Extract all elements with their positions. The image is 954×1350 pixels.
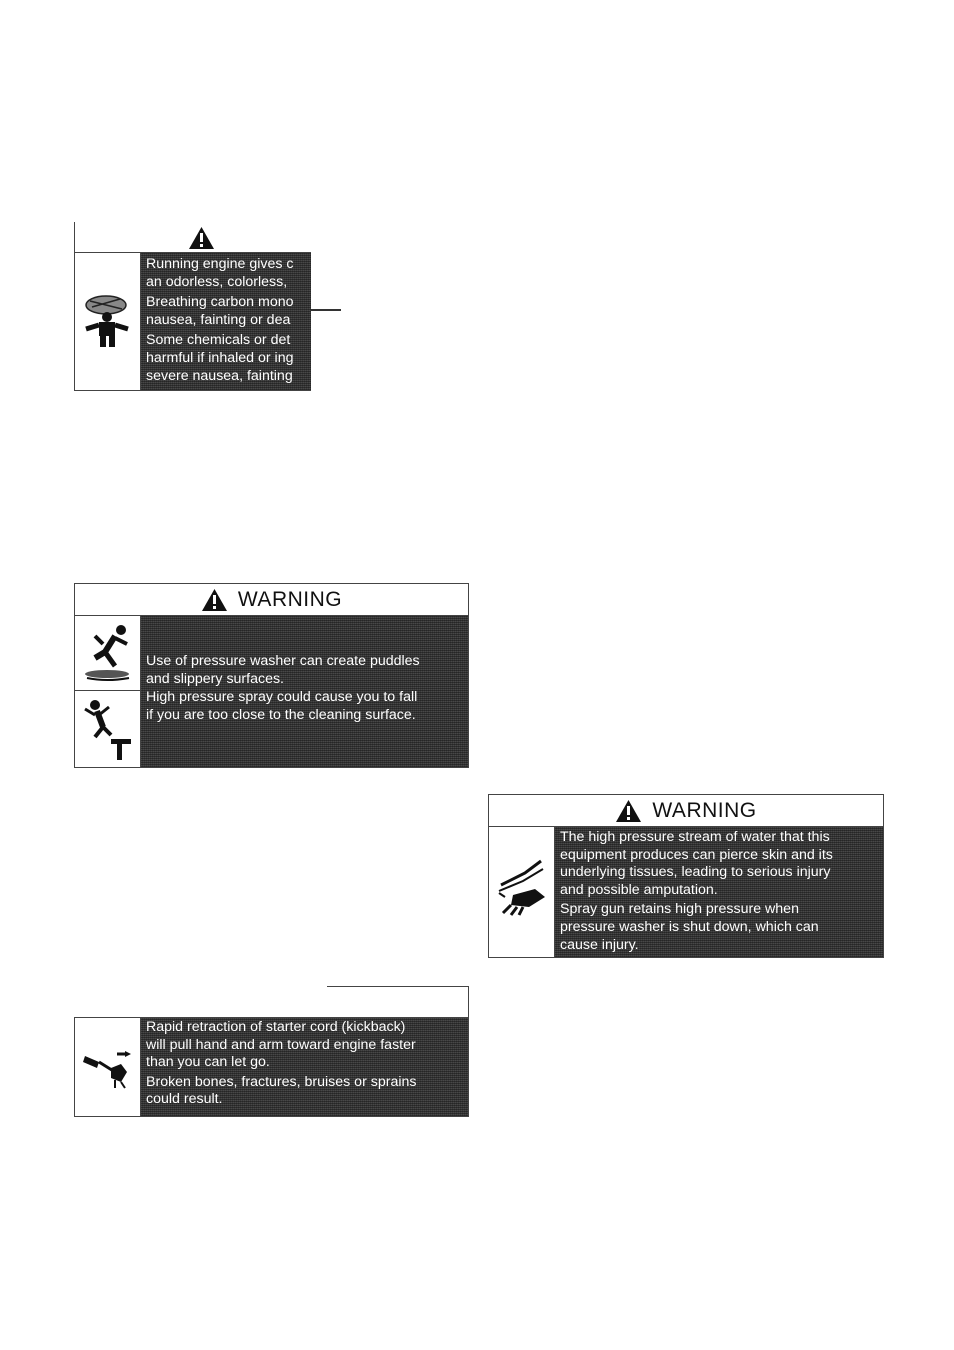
co-line-6: harmful if inhaled or ing xyxy=(146,349,294,366)
injection-header-title: WARNING xyxy=(652,798,757,822)
injection-paragraph-2 xyxy=(555,901,883,954)
co-text-panel xyxy=(141,253,311,390)
co-header xyxy=(74,222,311,253)
injection-pictogram-cell xyxy=(489,827,555,957)
injection-line-2: equipment produces can pierce skin and its xyxy=(560,846,833,863)
kickback-warning-label xyxy=(74,1017,469,1117)
slip-pictogram-cell xyxy=(75,616,140,691)
slip-warning-label xyxy=(74,583,469,768)
slip-paragraph-2 xyxy=(141,689,468,724)
co-line-3: Breathing carbon mono xyxy=(146,294,294,311)
kickback-pictogram-cell xyxy=(75,1018,141,1116)
co-line-2: an odorless, colorless, xyxy=(146,273,288,290)
kickback-line-5: could result. xyxy=(146,1091,223,1108)
fall-person-icon xyxy=(81,697,135,768)
slip-header-title: WARNING xyxy=(237,587,343,611)
slip-pictogram-column xyxy=(75,616,141,767)
slip-line-4: if you are too close to the cleaning surface. xyxy=(146,706,416,723)
co-line-5: Some chemicals or det xyxy=(146,332,291,349)
kickback-text-panel xyxy=(141,1018,468,1116)
kickback-line-1: Rapid retraction of starter cord (kickback) xyxy=(146,1019,406,1035)
co-paragraph-1 xyxy=(141,256,311,291)
co-line-7: severe nausea, fainting xyxy=(146,367,293,384)
fall-pictogram-cell xyxy=(75,691,140,767)
co-body xyxy=(74,253,311,391)
injection-warning-label xyxy=(488,794,884,958)
injection-line-3: underlying tissues, leading to serious injury xyxy=(560,864,831,881)
warning-triangle-icon xyxy=(188,226,215,250)
slip-line-3: High pressure spray could cause you to fall xyxy=(146,689,418,706)
hand-spray-injection-icon xyxy=(495,855,549,922)
injection-paragraph-1 xyxy=(555,829,883,899)
co-pictogram-cell xyxy=(75,253,141,390)
injection-header xyxy=(489,795,883,827)
slip-line-1: Use of pressure washer can create puddles xyxy=(146,653,420,669)
kickback-line-3: than you can let go. xyxy=(146,1054,270,1071)
kickback-header-stub xyxy=(327,986,469,1017)
kickback-paragraph-1 xyxy=(141,1019,468,1072)
co-paragraph-3 xyxy=(141,332,311,385)
injection-text-panel xyxy=(555,827,883,957)
callout-line xyxy=(311,309,341,311)
starter-cord-kickback-icon xyxy=(81,1042,135,1097)
co-warning-label xyxy=(74,222,311,391)
warning-triangle-icon xyxy=(615,799,642,823)
injection-line-1: The high pressure stream of water that this xyxy=(560,829,830,845)
kickback-line-4: Broken bones, fractures, bruises or sprains xyxy=(146,1073,417,1090)
injection-line-5: Spray gun retains high pressure when xyxy=(560,901,799,918)
warning-triangle-icon xyxy=(201,588,228,612)
poison-gas-person-icon xyxy=(80,289,135,354)
slip-line-2: and slippery surfaces. xyxy=(146,670,285,687)
co-paragraph-2 xyxy=(141,294,311,329)
slip-header xyxy=(75,584,468,616)
slip-text-panel xyxy=(141,616,468,767)
co-line-1: Running engine gives c xyxy=(146,256,294,272)
injection-line-7: cause injury. xyxy=(560,936,639,953)
kickback-line-2: will pull hand and arm toward engine faster xyxy=(146,1036,416,1053)
injection-line-6: pressure washer is shut down, which can xyxy=(560,918,819,935)
slip-paragraph-1 xyxy=(141,653,468,688)
slip-person-icon xyxy=(81,622,135,689)
co-line-4: nausea, fainting or dea xyxy=(146,311,291,328)
kickback-paragraph-2 xyxy=(141,1074,468,1109)
injection-line-4: and possible amputation. xyxy=(560,881,718,898)
